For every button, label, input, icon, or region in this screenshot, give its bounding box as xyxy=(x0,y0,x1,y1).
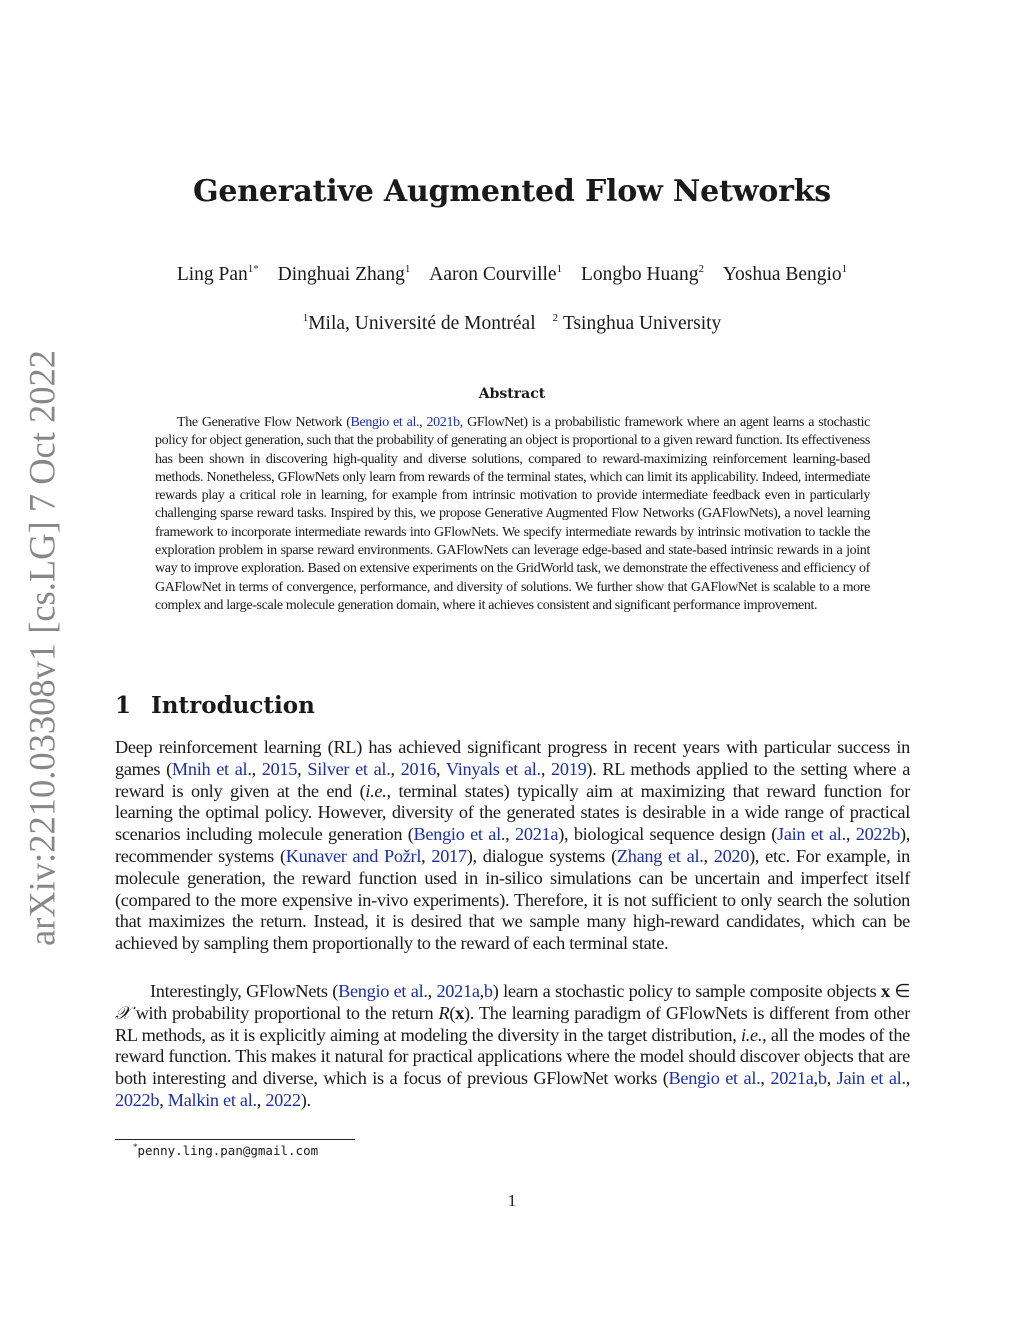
math-symbol: ∈ xyxy=(889,981,911,1001)
author xyxy=(581,264,704,285)
citation-link[interactable]: Jain et al. xyxy=(777,824,846,845)
citation-link[interactable]: b xyxy=(483,981,493,1001)
citation-link[interactable]: 2021a xyxy=(515,824,559,845)
abstract-heading: Abstract xyxy=(478,386,546,402)
citation-link[interactable]: 2019 xyxy=(551,758,587,779)
footnote-email: penny.ling.pan@gmail.com xyxy=(137,1143,319,1158)
affiliation-mark: 1 xyxy=(841,263,848,275)
author xyxy=(177,264,259,285)
citation-link[interactable]: Malkin et al. xyxy=(167,1089,257,1110)
author-name: Yoshua Bengio xyxy=(722,264,842,285)
footnote-mark: * xyxy=(133,1142,138,1152)
citation-link[interactable]: Mnih et al. xyxy=(171,758,252,779)
math-symbol: 𝒳 xyxy=(115,1002,131,1023)
citation-link[interactable]: 2017 xyxy=(431,845,467,866)
author-name: Ling Pan xyxy=(176,264,248,285)
citation-link[interactable]: Bengio et al. xyxy=(350,415,420,430)
abstract-text: The Generative Flow Network (Bengio et al., 2021b, GFlowNet) is a probabilistic framework where an agent learns a stochastic policy for object generation, such that the probability of generating an object is proportional to a given reward function. Its effectiveness has been shown in discovering high-quality and diverse solutions, compared to reward-maximizing reinforcement learning-based methods. Nonetheless, GFlowNets only learn from rewards of the terminal states, which can limit its applicability. Indeed, intermediate rewards play a critical role in learning, for example from intrinsic motivation to provide intermediate feedback even in particularly challenging sparse reward tasks. Inspired by this, we propose Generative Augmented Flow Networks (GAFlowNets), a novel learning framework to incorporate intermediate rewards into GFlowNets. We specify intermediate rewards by intrinsic motivation to tackle the exploration problem in sparse reward environments. GAFlowNets can leverage edge-based and state-based intrinsic rewards in a joint way to improve exploration. Based on extensive experiments on the GridWorld task, we demonstrate the effectiveness and efficiency of GAFlowNet in terms of convergence, performance, and diversity of solutions. We further show that GAFlowNet is scalable to a more complex and large-scale molecule generation domain, where it achieves consistent and significant performance improvement. xyxy=(155,415,870,613)
section-heading xyxy=(115,692,315,719)
citation-link[interactable]: Bengio et al. xyxy=(413,824,506,845)
citation-link[interactable]: 2022b xyxy=(855,824,900,845)
footnote-divider xyxy=(115,1139,355,1140)
section-number: 1 xyxy=(115,692,132,719)
citation-link[interactable]: Vinyals et al. xyxy=(445,758,541,779)
author-name: Aaron Courville xyxy=(429,264,557,285)
affiliation-name: Tsinghua University xyxy=(562,313,722,334)
math-symbol: R xyxy=(438,1002,450,1023)
footnote xyxy=(133,1143,318,1158)
math-symbol: x xyxy=(881,981,890,1001)
citation-link[interactable]: 2015 xyxy=(261,758,298,779)
emphasis: i.e. xyxy=(365,780,387,801)
affiliation-name: Mila, Université de Montréal xyxy=(308,313,536,334)
affiliation-mark: 1 xyxy=(556,263,563,275)
affiliation xyxy=(553,313,722,334)
citation-link[interactable]: Kunaver and Požrl xyxy=(285,845,422,866)
arxiv-id-text: arXiv:2210.03308v1 [cs.LG] 7 Oct 2022 xyxy=(21,349,63,947)
affiliation-mark: 1 xyxy=(404,263,411,275)
section-title: Introduction xyxy=(151,692,315,719)
author xyxy=(723,264,847,285)
author xyxy=(429,264,562,285)
author xyxy=(278,264,411,285)
paper-title: Generative Augmented Flow Networks xyxy=(193,174,831,209)
citation-link[interactable]: 2021b xyxy=(426,415,460,430)
affiliation-number: 2 xyxy=(552,312,559,324)
citation-link[interactable]: 2020 xyxy=(713,845,750,866)
citation-link[interactable]: Bengio et al. xyxy=(668,1068,761,1089)
citation-link[interactable]: Bengio et al. xyxy=(338,981,428,1001)
emphasis: i.e. xyxy=(740,1024,763,1045)
intro-paragraph: Interestingly, GFlowNets (Bengio et al., 2021a,b) learn a stochastic policy to sample composite objects x ∈ 𝒳 with probability proportional to the return R(x). The learning paradigm of GFlowNets is different from other RL methods, as it is explicitly aiming at modeling the diversity in the target distribution, i.e., all the modes of the reward function. This makes it natural for practical applications where the model should discover objects that are both interesting and diverse, which is a focus of previous GFlowNet works (Bengio et al., 2021a,b, Jain et al., 2022b, Malkin et al., 2022). xyxy=(115,981,911,1110)
math-symbol: x xyxy=(455,1002,464,1023)
affiliation xyxy=(303,313,536,334)
citation-link[interactable]: 2022 xyxy=(265,1089,301,1110)
citation-link[interactable]: Jain et al. xyxy=(836,1068,906,1089)
footnote-link[interactable]: * xyxy=(253,263,259,275)
affiliation-mark: 2 xyxy=(698,263,704,275)
citation-link[interactable]: 2022b xyxy=(115,1089,160,1110)
citation-link[interactable]: 2021a xyxy=(770,1068,814,1089)
affiliation-list xyxy=(112,313,912,335)
citation-link[interactable]: b xyxy=(817,1068,827,1089)
citation-link[interactable]: 2021a xyxy=(436,981,480,1001)
citation-link[interactable]: Zhang et al. xyxy=(616,845,704,866)
author-name: Longbo Huang xyxy=(580,264,699,285)
author-name: Dinghuai Zhang xyxy=(277,264,405,285)
intro-paragraph: Deep reinforcement learning (RL) has achieved significant progress in recent years with particular success in games (Mnih et al., 2015, Silver et al., 2016, Vinyals et al., 2019). RL methods applied to the setting where a reward is only given at the end (i.e., terminal states) typically aim at maximizing that reward function for learning the optimal policy. However, diversity of the generated states is desirable in a wide range of practical scenarios including molecule generation (Bengio et al., 2021a), biological sequence design (Jain et al., 2022b), recommender systems (Kunaver and Požrl, 2017), dialogue systems (Zhang et al., 2020), etc. For example, in molecule generation, the reward function used in in-silico simulations can be uncertain and imperfect itself (compared to the more expensive in-vivo experiments). Therefore, it is not sufficient to only search the solution that maximizes the return. Instead, it is desired that we sample many high-reward candidates, which can be achieved by sampling them proportionally to the reward of each terminal state. xyxy=(115,737,911,954)
affiliation-number: 1 xyxy=(302,312,309,324)
page-number: 1 xyxy=(507,1191,517,1210)
affiliation-mark: 1* xyxy=(247,263,259,275)
author-list xyxy=(112,264,912,286)
citation-link[interactable]: Silver et al. xyxy=(307,758,391,779)
citation-link[interactable]: 2016 xyxy=(400,758,437,779)
